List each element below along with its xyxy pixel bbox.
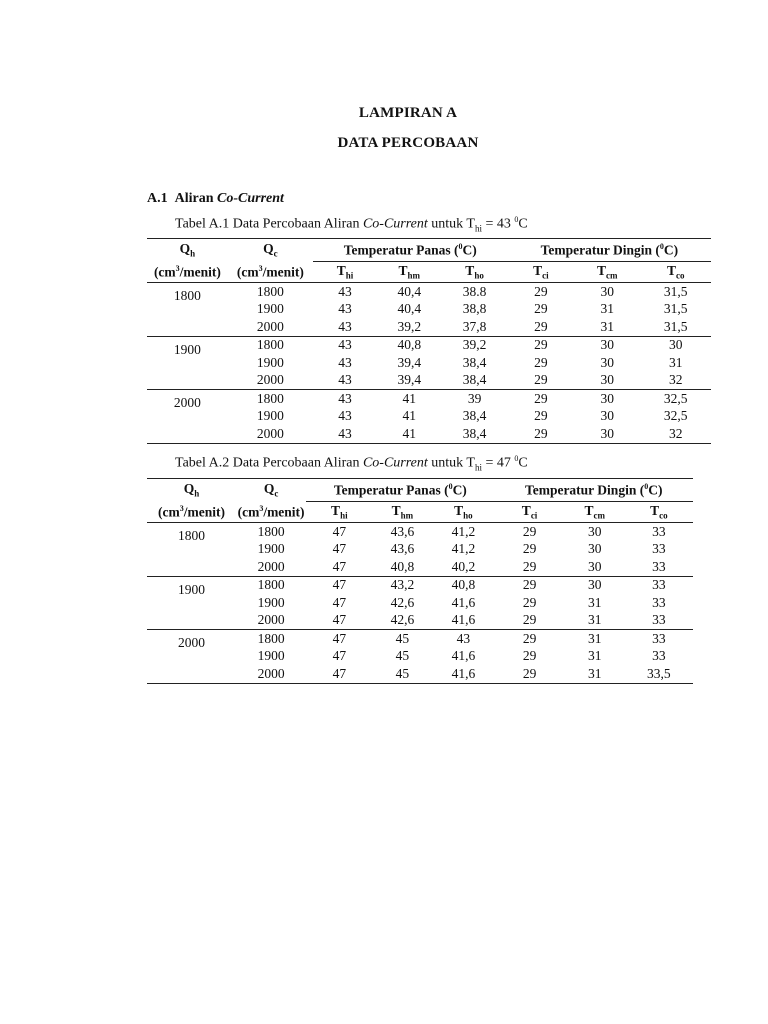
header-text: Temperatur Panas (	[343, 242, 459, 258]
data-cell: 29	[494, 665, 564, 683]
header-col-t: T	[650, 503, 660, 519]
data-cell: 31,5	[663, 301, 688, 317]
caption-sup: 0	[514, 454, 519, 463]
data-cell: 30	[600, 408, 614, 424]
header-qh	[147, 479, 236, 502]
header-col-cm	[565, 502, 625, 523]
data-cell: 41,6	[432, 612, 494, 630]
data-cell: 31	[574, 318, 640, 336]
caption-italic: Co-Current	[362, 455, 428, 471]
data-cell: 31	[587, 594, 602, 610]
header-sup: 3	[179, 503, 184, 513]
data-cell: 33	[652, 630, 666, 646]
data-cell: 33	[652, 523, 666, 539]
data-cell: 2000	[228, 318, 313, 336]
header-unit	[147, 262, 228, 283]
header-col-t: T	[391, 503, 401, 519]
header-col-ho	[441, 262, 507, 283]
header-sup: 3	[175, 263, 180, 273]
data-cell: 2000	[228, 425, 313, 443]
header-hot	[306, 479, 494, 502]
header-col-sub: hi	[340, 510, 348, 521]
header-text: Temperatur Dingin (	[524, 482, 645, 498]
header-text: /menit)	[263, 504, 305, 519]
data-cell: 43	[338, 354, 352, 370]
data-cell: 33	[652, 541, 666, 557]
header-col-hi	[306, 502, 372, 523]
table-row	[147, 354, 711, 372]
data-cell: 45	[395, 630, 410, 646]
data-cell: 33	[625, 612, 693, 630]
data-cell: 1900	[257, 648, 285, 664]
data-cell: 30	[668, 337, 683, 353]
header-text: /menit)	[262, 264, 304, 279]
data-cell: 41,2	[451, 541, 476, 557]
data-cell: 29	[508, 372, 574, 390]
qh-cell: 1900	[147, 576, 236, 630]
data-cell: 1800	[257, 577, 285, 593]
header-sup: 0	[659, 241, 664, 251]
header-text: C)	[663, 242, 679, 258]
header-q: Q	[183, 481, 195, 497]
data-cell: 33	[652, 594, 666, 610]
data-cell: 39,4	[377, 372, 441, 390]
header-q: Q	[263, 241, 274, 257]
data-cell: 42,6	[372, 612, 432, 630]
data-cell: 38,8	[462, 301, 487, 317]
header-qc	[236, 479, 306, 502]
data-cell: 32,5	[663, 408, 688, 424]
header-col-sub: ci	[530, 510, 538, 521]
header-text: (cm	[157, 504, 180, 519]
data-cell: 43	[313, 425, 377, 443]
section-label: Aliran	[174, 191, 214, 206]
caption-text: C	[518, 216, 528, 232]
data-cell: 29	[522, 630, 537, 646]
data-cell: 29	[534, 283, 548, 299]
table-row	[147, 283, 711, 301]
header-qc	[228, 239, 313, 262]
data-cell: 1900	[257, 541, 285, 557]
table-row	[147, 425, 711, 443]
data-cell: 1900	[256, 354, 284, 370]
data-cell: 29	[522, 648, 537, 664]
data-cell: 30	[600, 354, 614, 370]
data-cell: 1800	[257, 523, 285, 539]
header-sup: 0	[448, 481, 453, 491]
data-cell: 40,8	[372, 558, 432, 576]
data-cell: 31	[565, 612, 625, 630]
section-heading	[147, 191, 284, 207]
data-cell: 30	[600, 390, 614, 406]
data-cell: 40,4	[397, 283, 422, 299]
data-cell: 43	[338, 408, 352, 424]
header-text: (cm	[237, 504, 260, 519]
data-cell: 43,2	[390, 577, 415, 593]
header-unit	[147, 502, 236, 523]
data-cell: 41	[402, 408, 416, 424]
data-cell: 31	[587, 648, 602, 664]
table-row	[147, 390, 711, 408]
data-cell: 43,6	[390, 541, 415, 557]
data-cell: 39,2	[462, 337, 487, 353]
data-cell: 1900	[256, 408, 284, 424]
header-unit	[236, 502, 306, 523]
header-sub: h	[194, 489, 200, 500]
data-cell: 47	[332, 594, 347, 610]
data-cell: 43	[456, 630, 471, 646]
data-cell: 30	[574, 372, 640, 390]
qh-cell: 1900	[147, 336, 228, 390]
data-cell: 31	[587, 630, 602, 646]
data-cell: 1800	[256, 390, 284, 406]
data-cell: 45	[395, 648, 410, 664]
data-cell: 47	[306, 612, 372, 630]
header-cold	[494, 479, 693, 502]
data-cell: 29	[534, 354, 548, 370]
header-text: /menit)	[179, 264, 221, 279]
data-cell: 40,4	[397, 301, 422, 317]
header-col-sub: co	[659, 510, 668, 521]
header-sub: c	[273, 249, 278, 260]
header-col-t: T	[533, 263, 543, 279]
data-cell: 2000	[236, 665, 306, 683]
caption-text: untuk T	[427, 455, 475, 471]
data-cell: 1800	[256, 283, 284, 299]
page-title: LAMPIRAN A	[358, 105, 458, 121]
header-col-hm	[377, 262, 441, 283]
header-cold	[508, 239, 711, 262]
data-cell: 47	[332, 541, 347, 557]
table-row	[147, 372, 711, 390]
header-q: Q	[179, 241, 191, 257]
data-cell: 38,4	[441, 425, 507, 443]
header-col-t: T	[454, 503, 464, 519]
data-cell: 29	[522, 577, 537, 593]
data-cell: 39,4	[397, 354, 422, 370]
table-caption	[175, 454, 528, 472]
data-cell: 29	[508, 425, 574, 443]
header-col-t: T	[336, 263, 346, 279]
header-text: (cm	[236, 264, 259, 279]
header-hot	[313, 239, 508, 262]
data-cell: 32	[640, 425, 711, 443]
caption-text: untuk T	[427, 216, 475, 232]
data-cell: 1800	[257, 630, 285, 646]
header-sup: 0	[458, 241, 463, 251]
header-text: C)	[648, 482, 663, 498]
table-row	[147, 318, 711, 336]
header-sup: 3	[258, 263, 263, 273]
header-qh	[147, 239, 228, 262]
data-cell: 31	[668, 354, 683, 370]
data-cell: 38,4	[441, 372, 507, 390]
table-row	[147, 523, 693, 541]
data-cell: 32,5	[663, 390, 688, 406]
data-cell: 1800	[256, 337, 284, 353]
header-col-ci	[494, 502, 564, 523]
header-col-sub: co	[675, 270, 685, 281]
header-col-ci	[508, 262, 574, 283]
data-cell: 29	[522, 541, 537, 557]
qh-cell: 2000	[147, 630, 236, 684]
data-cell: 29	[494, 612, 564, 630]
header-text: (cm	[153, 264, 176, 279]
data-cell: 43,6	[390, 523, 415, 539]
caption-text: Tabel A.1 Data Percobaan Aliran	[175, 216, 363, 232]
header-sub: c	[274, 489, 279, 500]
data-cell: 47	[306, 558, 372, 576]
section-label-italic: Co-Current	[217, 191, 284, 206]
data-cell: 41,2	[451, 523, 476, 539]
header-col-co	[625, 502, 693, 523]
header-text: C)	[462, 242, 477, 258]
data-cell: 38.8	[462, 283, 487, 299]
data-cell: 41,6	[432, 665, 494, 683]
table-row	[147, 576, 693, 594]
data-cell: 39,2	[377, 318, 441, 336]
data-cell: 41	[377, 425, 441, 443]
qh-cell: 1800	[147, 283, 228, 337]
data-cell: 47	[306, 665, 372, 683]
data-cell: 30	[600, 283, 614, 299]
data-cell: 41,6	[451, 594, 476, 610]
data-cell: 29	[534, 301, 548, 317]
data-cell: 39	[467, 390, 482, 406]
caption-italic: Co-Current	[362, 216, 428, 232]
header-col-t: T	[666, 263, 676, 279]
header-col-t: T	[331, 503, 341, 519]
data-cell: 29	[534, 408, 548, 424]
header-col-hm	[372, 502, 432, 523]
header-col-sub: hm	[407, 270, 421, 281]
data-cell: 40,8	[451, 577, 476, 593]
data-cell: 29	[522, 523, 537, 539]
data-cell: 45	[372, 665, 432, 683]
data-cell: 47	[332, 630, 347, 646]
header-text: Temperatur Dingin (	[540, 242, 660, 258]
header-col-t: T	[398, 263, 408, 279]
header-unit	[228, 262, 313, 283]
data-cell: 31	[565, 665, 625, 683]
data-cell: 2000	[228, 372, 313, 390]
header-col-sub: cm	[606, 270, 618, 281]
header-col-hi	[313, 262, 377, 283]
data-cell: 47	[332, 577, 347, 593]
header-col-sub: hi	[345, 270, 354, 281]
header-col-co	[640, 262, 711, 283]
caption-sup: 0	[514, 215, 519, 224]
caption-sub: hi	[475, 223, 483, 234]
table-row	[147, 408, 711, 426]
data-cell: 43	[338, 390, 352, 406]
header-col-sub: ci	[542, 270, 549, 281]
data-cell: 1900	[257, 594, 285, 610]
data-cell: 41,6	[451, 648, 476, 664]
data-cell: 29	[494, 558, 564, 576]
data-cell: 43	[338, 283, 352, 299]
header-col-t: T	[465, 263, 475, 279]
data-cell: 30	[574, 425, 640, 443]
page-subtitle: DATA PERCOBAAN	[337, 135, 479, 151]
data-cell: 32	[640, 372, 711, 390]
header-col-t: T	[596, 263, 606, 279]
data-cell: 43	[313, 372, 377, 390]
data-cell: 43	[313, 318, 377, 336]
caption-text: = 47	[482, 455, 515, 471]
data-cell: 43	[338, 301, 352, 317]
data-table	[147, 478, 693, 684]
data-cell: 41	[402, 390, 416, 406]
data-cell: 37,8	[441, 318, 507, 336]
header-text: /menit)	[183, 504, 225, 519]
data-cell: 2000	[236, 612, 306, 630]
data-cell: 33,5	[625, 665, 693, 683]
data-cell: 29	[508, 318, 574, 336]
header-col-t: T	[584, 503, 594, 519]
data-cell: 29	[522, 594, 537, 610]
header-col-ho	[432, 502, 494, 523]
data-cell: 33	[652, 648, 666, 664]
header-col-t: T	[521, 503, 531, 519]
data-cell: 33	[625, 558, 693, 576]
caption-text: Tabel A.2 Data Percobaan Aliran	[175, 455, 363, 471]
header-text: Temperatur Panas (	[333, 482, 449, 498]
header-col-sub: ho	[463, 510, 473, 521]
qh-cell: 2000	[147, 390, 228, 444]
header-sup: 3	[259, 503, 264, 513]
data-cell: 38,4	[462, 408, 487, 424]
data-cell: 33	[652, 577, 666, 593]
data-cell: 31,5	[640, 318, 711, 336]
data-cell: 42,6	[390, 594, 415, 610]
data-cell: 40,8	[397, 337, 422, 353]
table-row	[147, 336, 711, 354]
header-col-cm	[574, 262, 640, 283]
data-cell: 29	[534, 390, 548, 406]
header-q: Q	[263, 481, 275, 497]
data-cell: 38,4	[462, 354, 487, 370]
data-cell: 47	[332, 648, 347, 664]
caption-text: C	[518, 455, 528, 471]
table-caption	[175, 215, 528, 233]
data-cell: 47	[332, 523, 347, 539]
data-cell: 30	[600, 337, 614, 353]
data-cell: 40,2	[432, 558, 494, 576]
data-cell: 30	[587, 577, 602, 593]
caption-sub: hi	[475, 462, 483, 473]
header-col-sub: ho	[474, 270, 484, 281]
data-cell: 43	[338, 337, 352, 353]
qh-cell: 1800	[147, 523, 236, 577]
data-cell: 31,5	[663, 283, 688, 299]
header-sup: 0	[644, 481, 649, 491]
section-number: A.1	[147, 191, 168, 206]
table-row	[147, 630, 693, 648]
data-cell: 2000	[236, 558, 306, 576]
data-cell: 30	[565, 558, 625, 576]
data-cell: 30	[587, 541, 602, 557]
data-cell: 30	[587, 523, 602, 539]
header-sub: h	[190, 249, 196, 260]
header-text: C)	[452, 482, 467, 498]
data-table	[147, 238, 711, 444]
data-cell: 29	[534, 337, 548, 353]
data-cell: 1900	[256, 301, 284, 317]
data-cell: 31	[600, 301, 614, 317]
table-row	[147, 301, 711, 319]
caption-text: = 43	[482, 216, 515, 232]
header-col-sub: cm	[593, 510, 605, 521]
header-col-sub: hm	[400, 510, 414, 521]
